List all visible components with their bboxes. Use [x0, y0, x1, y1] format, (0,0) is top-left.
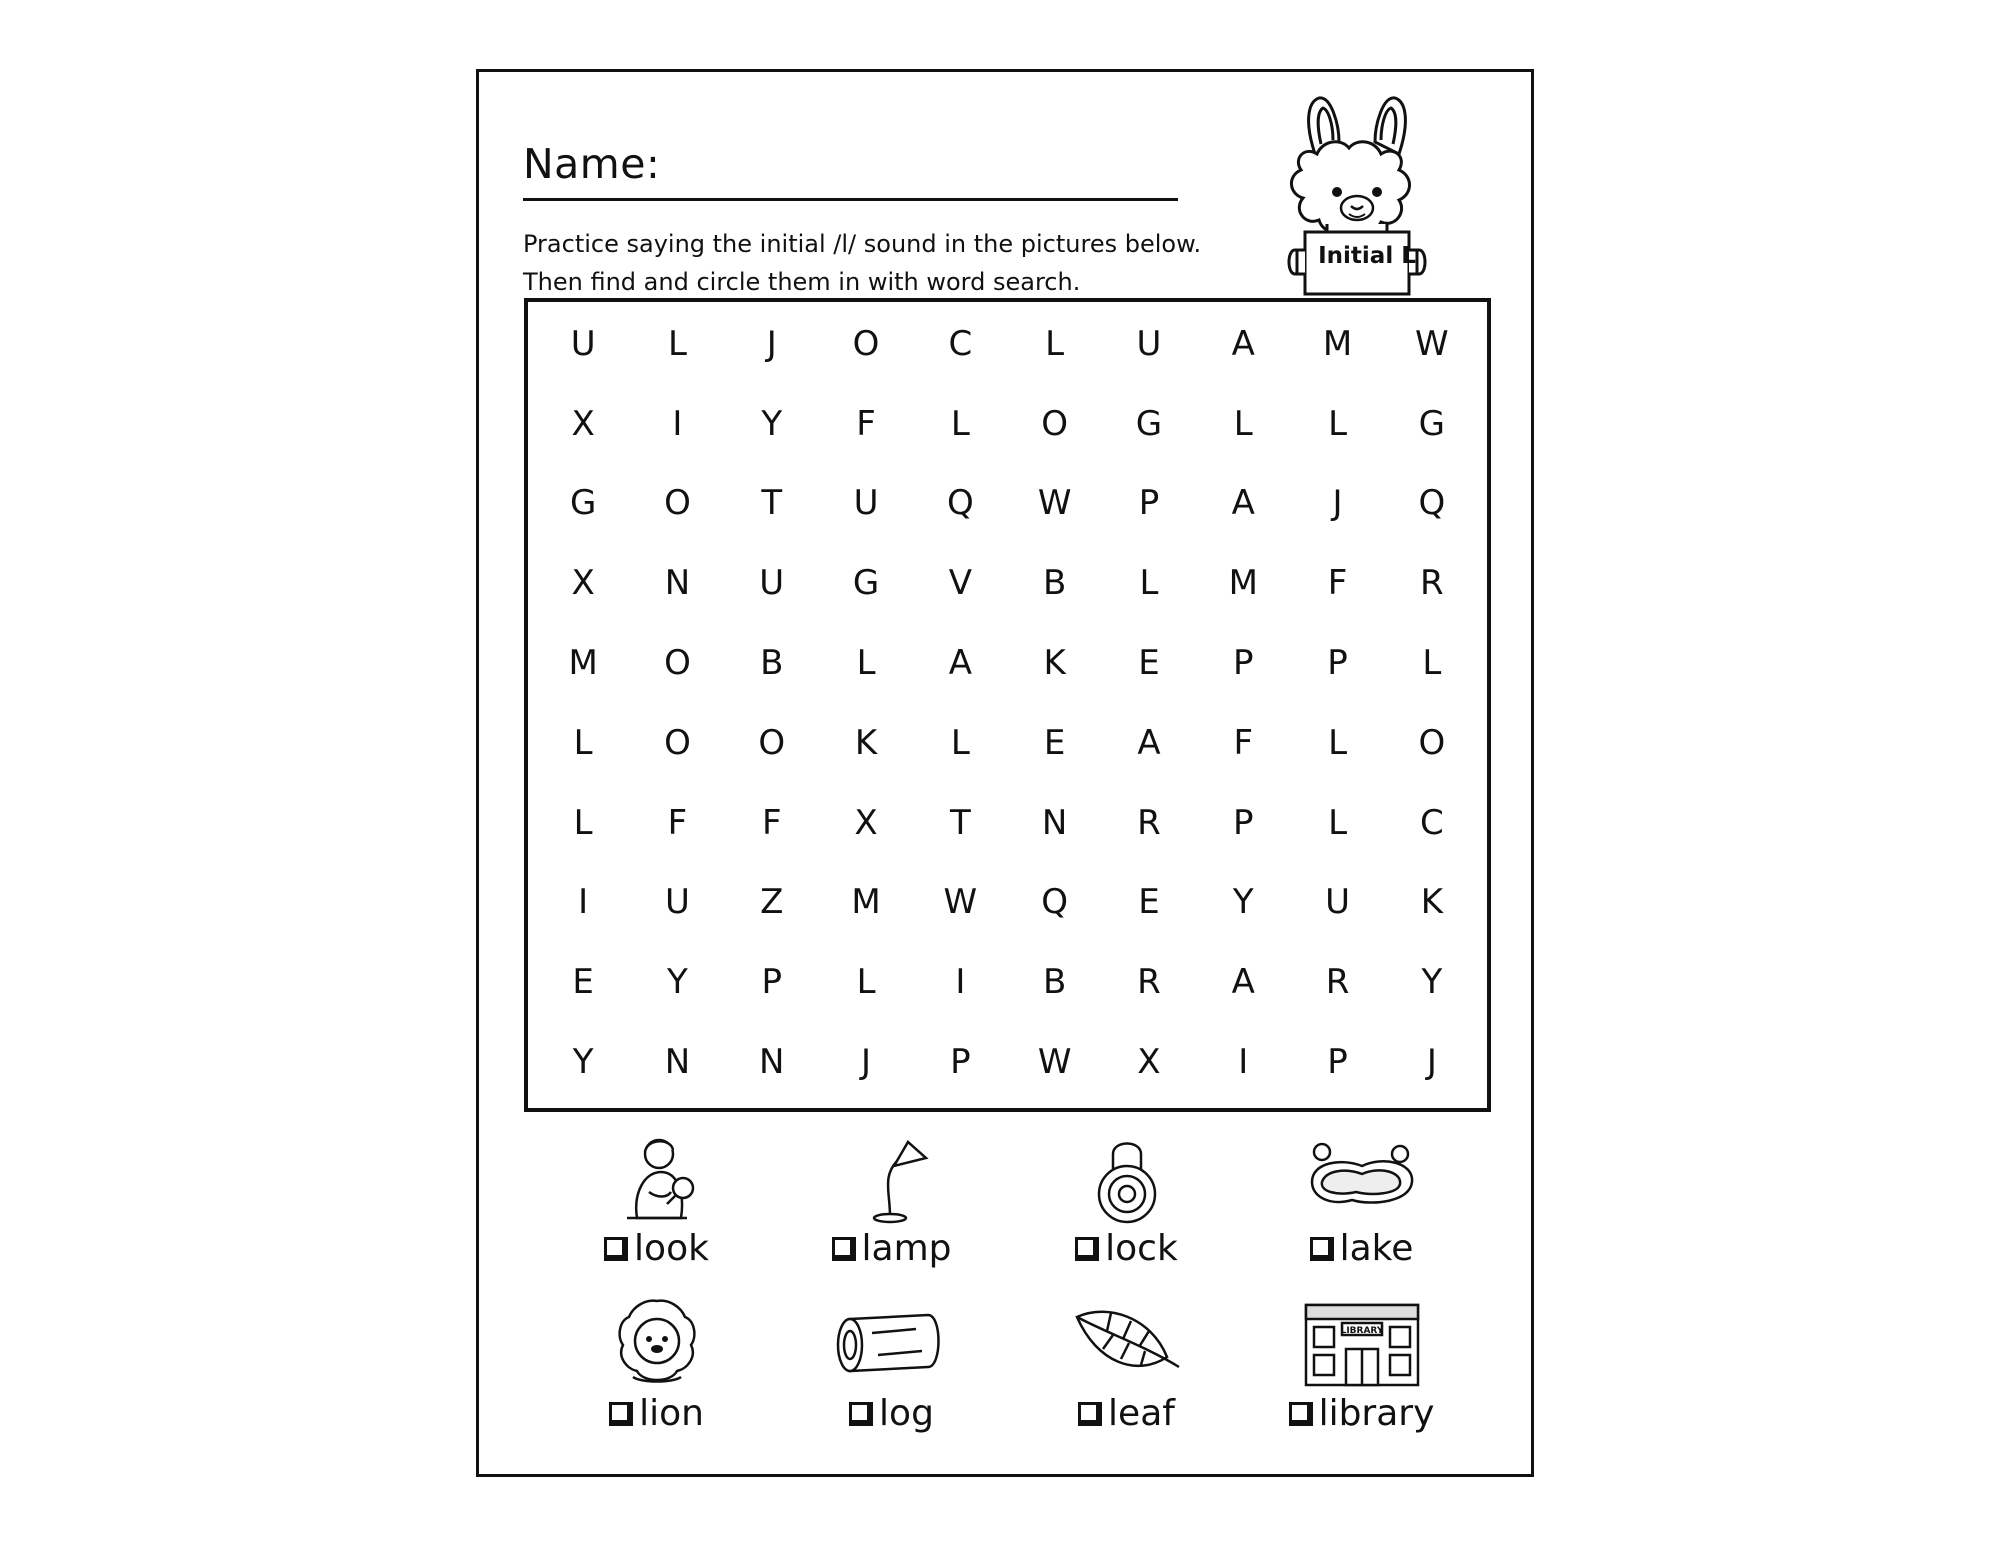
grid-cell[interactable]: R — [1137, 802, 1161, 843]
grid-cell[interactable]: L — [950, 722, 970, 763]
grid-cell[interactable]: P — [1327, 643, 1348, 684]
grid-cell[interactable]: E — [1138, 643, 1160, 684]
word-label: lamp — [861, 1228, 952, 1269]
grid-cell[interactable]: U — [570, 323, 596, 364]
word-item-library — [1244, 1297, 1479, 1462]
word-label: lock — [1105, 1228, 1178, 1269]
grid-cell[interactable]: Y — [572, 1042, 594, 1083]
magnifier-kid-icon — [597, 1132, 717, 1224]
grid-cell[interactable]: M — [568, 643, 598, 684]
grid-cell[interactable]: Q — [1418, 483, 1446, 524]
grid-cell[interactable]: L — [1233, 403, 1253, 444]
grid-cell[interactable]: M — [1228, 563, 1258, 604]
grid-cell[interactable]: P — [1232, 643, 1254, 684]
grid-cell[interactable]: A — [1231, 962, 1255, 1003]
word-item-leaf — [1009, 1297, 1244, 1462]
grid-cell[interactable]: W — [943, 882, 978, 923]
checkbox-leaf[interactable] — [1078, 1402, 1102, 1426]
grid-cell[interactable]: M — [1322, 323, 1353, 364]
grid-cell[interactable]: W — [1415, 323, 1449, 364]
library-icon — [1302, 1297, 1422, 1389]
grid-cell[interactable]: R — [1137, 962, 1161, 1003]
grid-cell[interactable]: L — [1045, 323, 1065, 364]
word-item-lion — [539, 1297, 774, 1462]
grid-cell[interactable]: A — [948, 643, 972, 684]
grid-cell[interactable]: Y — [667, 962, 688, 1003]
grid-cell[interactable]: U — [1325, 882, 1350, 923]
worksheet — [476, 69, 1534, 1477]
grid-cell[interactable]: N — [1041, 802, 1068, 843]
word-label: lion — [639, 1393, 704, 1434]
checkbox-library[interactable] — [1289, 1402, 1313, 1426]
grid-cell[interactable]: N — [759, 1042, 785, 1083]
grid-cell[interactable]: F — [1327, 563, 1348, 604]
grid-cell[interactable]: O — [664, 643, 691, 684]
grid-cell[interactable]: K — [1043, 643, 1066, 684]
checkbox-look[interactable] — [604, 1237, 628, 1261]
grid-cell[interactable]: V — [948, 563, 972, 604]
grid-cell[interactable]: L — [1328, 403, 1348, 444]
grid-cell[interactable]: E — [1043, 722, 1066, 763]
grid-cell[interactable]: O — [1041, 403, 1069, 444]
grid-cell[interactable]: L — [1328, 802, 1348, 843]
grid-cell[interactable]: X — [571, 563, 595, 604]
grid-cell[interactable]: L — [1139, 563, 1159, 604]
grid-cell[interactable]: X — [571, 403, 595, 444]
grid-cell[interactable]: F — [856, 403, 876, 444]
grid-cell[interactable]: R — [1420, 563, 1444, 604]
word-label: leaf — [1108, 1393, 1175, 1434]
grid-cell[interactable]: Z — [760, 882, 784, 923]
grid-cell[interactable]: I — [578, 882, 589, 923]
leaf-icon — [1067, 1297, 1187, 1389]
grid-cell[interactable]: O — [664, 722, 691, 763]
grid-cell[interactable]: L — [856, 643, 876, 684]
grid-cell[interactable]: L — [667, 323, 687, 364]
grid-cell[interactable]: I — [955, 962, 966, 1003]
grid-cell[interactable]: M — [851, 882, 881, 923]
word-item-lamp — [774, 1132, 1009, 1297]
grid-cell[interactable]: C — [948, 323, 973, 364]
grid-cell[interactable]: L — [1328, 722, 1348, 763]
lake-icon — [1302, 1132, 1422, 1224]
checkbox-log[interactable] — [849, 1402, 873, 1426]
grid-cell[interactable]: I — [1238, 1042, 1249, 1083]
lock-icon — [1067, 1132, 1187, 1224]
grid-cell[interactable]: T — [949, 802, 971, 843]
name-line[interactable] — [523, 198, 1178, 201]
grid-cell[interactable]: P — [1232, 802, 1254, 843]
word-item-lock — [1009, 1132, 1244, 1297]
grid-cell[interactable]: U — [665, 882, 690, 923]
grid-cell[interactable]: W — [1037, 483, 1072, 524]
grid-cell[interactable]: G — [569, 483, 597, 524]
checkbox-lake[interactable] — [1310, 1237, 1334, 1261]
grid-cell[interactable]: X — [1137, 1042, 1161, 1083]
name-label: Name: — [523, 140, 661, 188]
word-label: log — [879, 1393, 934, 1434]
instruction-line-1: Practice saying the initial /l/ sound in the pictures below. — [523, 230, 1202, 258]
grid-cell[interactable]: G — [1135, 403, 1163, 444]
grid-cell[interactable]: J — [861, 1042, 872, 1083]
grid-cell[interactable]: B — [1042, 563, 1067, 604]
grid-cell[interactable]: P — [1327, 1042, 1348, 1083]
word-item-log — [774, 1297, 1009, 1462]
grid-cell[interactable]: J — [1426, 1042, 1437, 1083]
grid-cell[interactable]: Y — [1232, 882, 1254, 923]
instructions — [523, 225, 1201, 301]
grid-cell[interactable]: P — [761, 962, 782, 1003]
grid-cell[interactable]: U — [853, 483, 879, 524]
lion-icon — [597, 1297, 717, 1389]
grid-cell[interactable]: K — [854, 722, 878, 763]
grid-cell[interactable]: P — [1138, 483, 1160, 524]
grid-cell[interactable]: A — [1137, 722, 1161, 763]
grid-cell[interactable]: P — [950, 1042, 971, 1083]
grid-cell[interactable]: J — [766, 323, 777, 364]
word-list — [539, 1132, 1479, 1462]
grid-cell[interactable]: L — [856, 962, 876, 1003]
grid-cell[interactable]: F — [667, 802, 688, 843]
checkbox-lion[interactable] — [609, 1402, 633, 1426]
word-label: lake — [1339, 1228, 1414, 1269]
grid-cell[interactable]: Y — [1421, 962, 1443, 1003]
grid-cell[interactable]: Q — [946, 483, 974, 524]
checkbox-lamp[interactable] — [832, 1237, 856, 1261]
grid-cell[interactable]: L — [1422, 643, 1442, 684]
grid-cell[interactable]: B — [760, 643, 784, 684]
grid-cell[interactable]: U — [759, 563, 785, 604]
word-search-grid[interactable] — [524, 298, 1491, 1112]
grid-cell[interactable]: E — [572, 962, 594, 1003]
grid-cell[interactable]: F — [761, 802, 782, 843]
grid-cell[interactable]: N — [664, 563, 691, 604]
lamp-icon — [832, 1132, 952, 1224]
word-item-lake — [1244, 1132, 1479, 1297]
word-label: look — [634, 1228, 709, 1269]
instruction-line-2: Then find and circle them in with word search. — [523, 268, 1081, 296]
grid-cell[interactable]: L — [950, 403, 970, 444]
grid-cell[interactable]: L — [573, 722, 593, 763]
word-item-look — [539, 1132, 774, 1297]
grid-cell[interactable]: C — [1419, 802, 1444, 843]
grid-cell[interactable]: X — [854, 802, 878, 843]
grid-cell[interactable]: G — [1418, 403, 1446, 444]
grid-cell[interactable]: G — [852, 563, 880, 604]
grid-cell[interactable]: R — [1325, 962, 1350, 1003]
grid-cell[interactable]: F — [1233, 722, 1254, 763]
grid-cell[interactable]: O — [758, 722, 786, 763]
grid-cell[interactable]: B — [1042, 962, 1067, 1003]
grid-cell[interactable]: U — [1136, 323, 1162, 364]
grid-cell[interactable]: E — [1138, 882, 1160, 923]
grid-cell[interactable]: L — [573, 802, 593, 843]
grid-cell[interactable]: O — [852, 323, 880, 364]
banner-label: Initial L — [1318, 243, 1416, 269]
grid-cell[interactable]: O — [664, 483, 691, 524]
log-icon — [832, 1297, 952, 1389]
grid-cell[interactable]: W — [1037, 1042, 1072, 1083]
grid-cell[interactable]: N — [664, 1042, 691, 1083]
library-sign: LIBRARY — [1340, 1326, 1383, 1336]
grid-cell[interactable]: Q — [1041, 882, 1069, 923]
grid-cell[interactable]: Y — [761, 403, 783, 444]
grid-cell[interactable]: A — [1231, 323, 1255, 364]
checkbox-lock[interactable] — [1075, 1237, 1099, 1261]
grid-cell[interactable]: O — [1418, 722, 1446, 763]
grid-cell[interactable]: K — [1420, 882, 1443, 923]
grid-cell[interactable]: I — [672, 403, 683, 444]
grid-cell[interactable]: A — [1231, 483, 1255, 524]
grid-cell[interactable]: T — [761, 483, 783, 524]
grid-cell[interactable]: J — [1332, 483, 1343, 524]
word-label: library — [1318, 1393, 1435, 1434]
